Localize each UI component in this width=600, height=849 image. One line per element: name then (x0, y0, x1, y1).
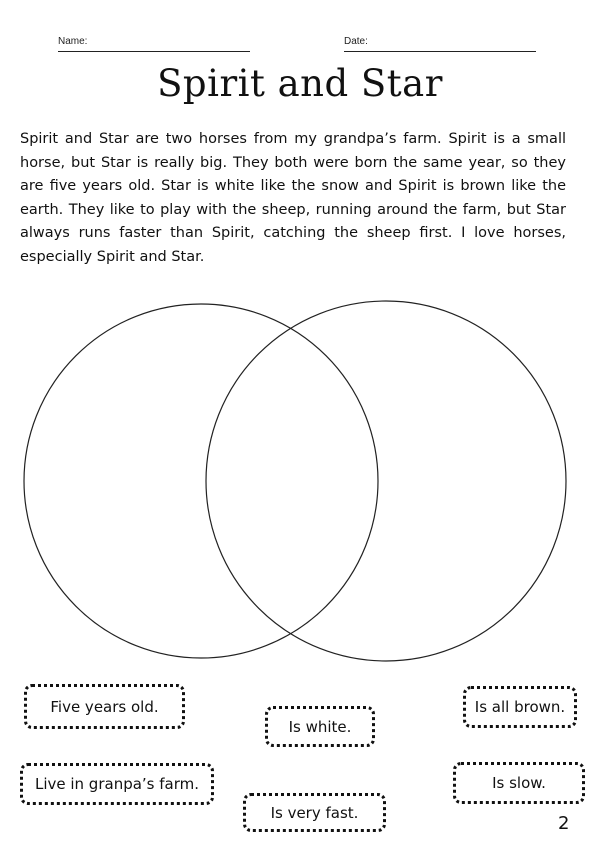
answer-box-is-white[interactable]: Is white. (265, 706, 375, 747)
answer-box-five-years-old[interactable]: Five years old. (24, 684, 185, 729)
name-label: Name: (58, 36, 88, 47)
worksheet-title: Spirit and Star (157, 62, 443, 105)
venn-left-circle (24, 304, 378, 658)
answer-box-is-all-brown[interactable]: Is all brown. (463, 686, 577, 728)
answer-box-is-slow[interactable]: Is slow. (453, 762, 585, 804)
answer-box-is-very-fast[interactable]: Is very fast. (243, 793, 386, 832)
venn-right-circle (206, 301, 566, 661)
date-label: Date: (344, 36, 368, 47)
reading-passage: Spirit and Star are two horses from my grandpa’s farm. Spirit is a small horse, but Star is really big. They both were born the same year, so they are five years old. Star is white like the snow and Spirit is brown like the earth. They like to play with the sheep, running around the farm, but Star always runs faster than Spirit, catching the sheep first. I love horses, especially Spirit and Star. (20, 131, 566, 265)
answer-box-live-in-farm[interactable]: Live in granpa’s farm. (20, 763, 214, 805)
page-number: 2 (558, 813, 570, 834)
